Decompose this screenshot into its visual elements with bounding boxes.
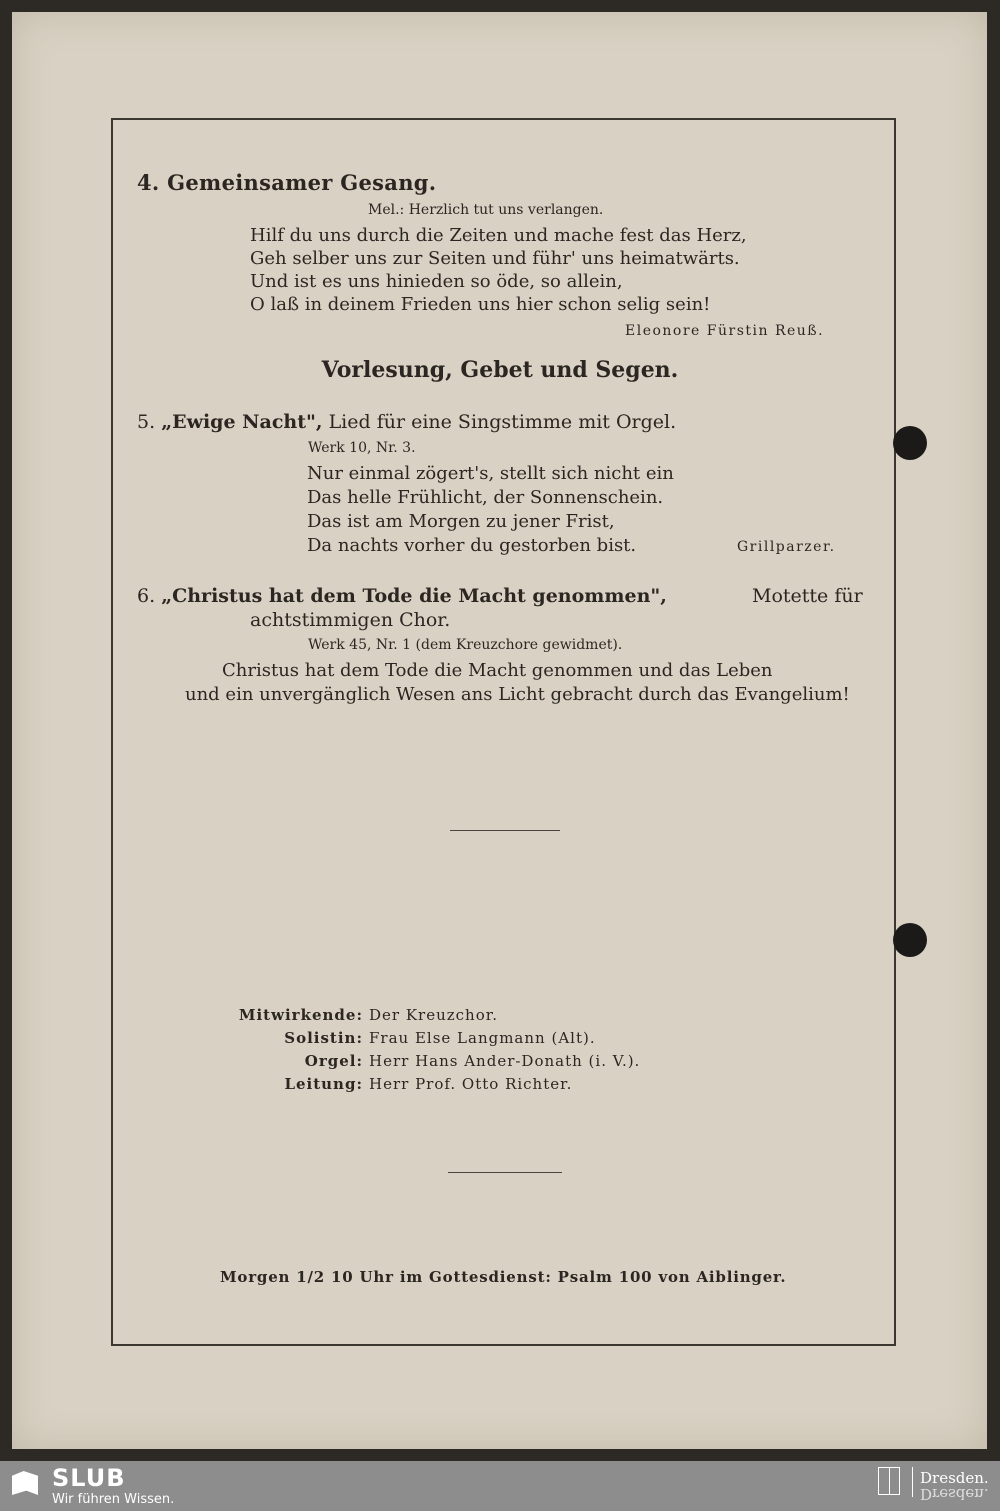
credit-value: Frau Else Langmann (Alt).	[369, 1029, 596, 1047]
section-5-heading	[137, 411, 676, 433]
verse-line: Das ist am Morgen zu jener Frist,	[307, 511, 615, 532]
credit-value: Herr Hans Ander-Donath (i. V.).	[369, 1052, 641, 1070]
verse-line: O laß in deinem Frieden uns hier schon selig sein!	[250, 294, 711, 315]
section-6-heading	[137, 585, 667, 607]
section-number: 4.	[137, 170, 160, 195]
verse-line: Da nachts vorher du gestorben bist.	[307, 535, 637, 556]
credit-row	[228, 1004, 640, 1027]
verse-line: Und ist es uns hinieden so öde, so allein,	[250, 271, 623, 292]
punch-hole	[893, 426, 927, 460]
interlude-heading: Vorlesung, Gebet und Segen.	[321, 357, 679, 383]
melody-note: Mel.: Herzlich tut uns verlangen.	[368, 202, 604, 218]
text-line: Christus hat dem Tode die Macht genommen und das Leben	[222, 660, 773, 681]
divider-rule	[448, 1172, 562, 1173]
partner-name[interactable]: Dresden.	[920, 1469, 989, 1487]
credits-block	[228, 1004, 640, 1096]
partner-name-reflection: Dresden.	[920, 1485, 989, 1503]
text-line: und ein unvergänglich Wesen ans Licht gebracht durch das Evangelium!	[185, 684, 850, 705]
divider-rule	[450, 830, 560, 831]
section-title: „Ewige Nacht",	[161, 411, 323, 433]
credit-label: Mitwirkende:	[238, 1006, 363, 1024]
section-title: „Christus hat dem Tode die Macht genommen",	[161, 585, 667, 607]
credit-label: Orgel:	[304, 1052, 363, 1070]
section-description: achtstimmigen Chor.	[250, 609, 451, 631]
author-credit: Grillparzer.	[737, 539, 836, 555]
logo-separator	[912, 1467, 913, 1497]
section-number: 5.	[137, 411, 156, 433]
viewer-footer-bar	[0, 1461, 1000, 1511]
verse-line: Geh selber uns zur Seiten und führ' uns heimatwärts.	[250, 248, 740, 269]
punch-hole	[893, 923, 927, 957]
credit-row	[228, 1073, 640, 1096]
section-4-heading	[137, 170, 436, 195]
verse-line: Das helle Frühlicht, der Sonnenschein.	[307, 487, 664, 508]
verse-line: Hilf du uns durch die Zeiten und mache fest das Herz,	[250, 225, 747, 246]
section-number: 6.	[137, 585, 156, 607]
slub-logo-icon[interactable]	[12, 1471, 38, 1495]
credit-label: Solistin:	[284, 1029, 363, 1047]
credit-row	[228, 1027, 640, 1050]
brand-name[interactable]: SLUB	[52, 1464, 126, 1492]
footer-note: Morgen 1/2 10 Uhr im Gottesdienst: Psalm 100 von Aiblinger.	[220, 1268, 787, 1286]
brand-tagline: Wir führen Wissen.	[52, 1492, 175, 1507]
author-credit: Eleonore Fürstin Reuß.	[625, 323, 825, 339]
work-number: Werk 45, Nr. 1 (dem Kreuzchore gewidmet).	[308, 637, 623, 653]
section-title: Gemeinsamer Gesang.	[167, 170, 437, 195]
verse-line: Nur einmal zögert's, stellt sich nicht ein	[307, 463, 674, 484]
credit-row	[228, 1050, 640, 1073]
work-number: Werk 10, Nr. 3.	[308, 440, 416, 456]
city-crest-icon[interactable]	[878, 1467, 900, 1495]
section-description: Lied für eine Singstimme mit Orgel.	[328, 411, 677, 433]
credit-value: Herr Prof. Otto Richter.	[369, 1075, 573, 1093]
credit-label: Leitung:	[284, 1075, 363, 1093]
credit-value: Der Kreuzchor.	[369, 1006, 499, 1024]
section-description: Motette für	[752, 585, 863, 607]
